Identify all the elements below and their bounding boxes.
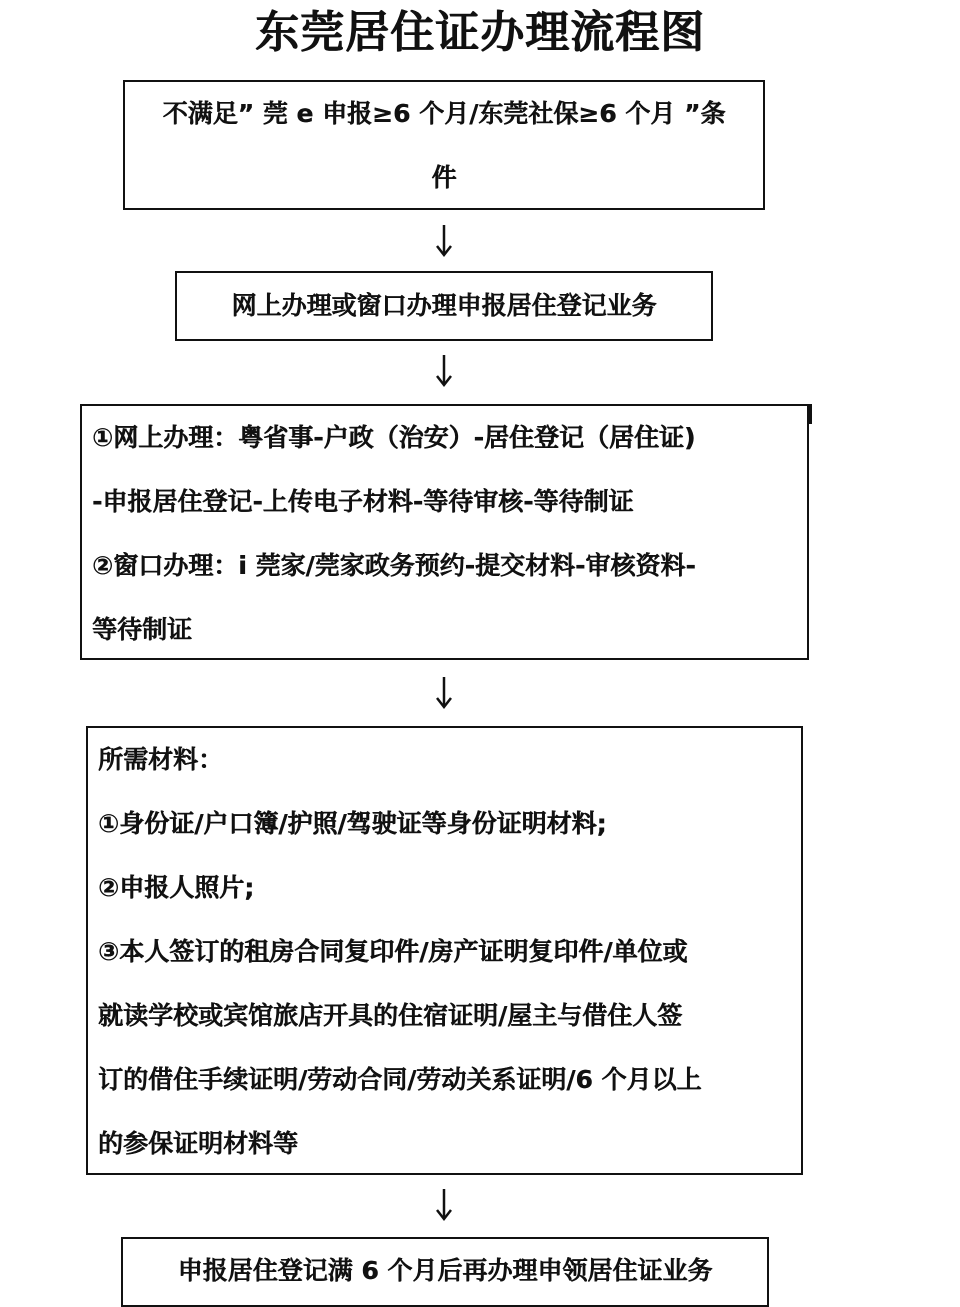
step-text [88,728,801,1176]
down-arrow-icon [434,224,454,258]
down-arrow-icon [434,1188,454,1222]
step-line: ②申报人照片; [98,873,255,902]
step-line: 订的借住手续证明/劳动合同/劳动关系证明/6 个月以上 [98,1065,702,1094]
flow-step-materials [86,726,803,1175]
step-line: 就读学校或宾馆旅店开具的住宿证明/屋主与借住人签 [98,1001,683,1030]
step-line: 不满足” 莞 e 申报≥6 个月/东莞社保≥6 个月 ”条 [162,99,726,128]
flow-step-condition [123,80,765,210]
step-line: ①网上办理：粤省事-户政（治安）-居住登记（居住证) [92,423,696,452]
step-line: 申报居住登记满 6 个月后再办理申领居住证业务 [177,1256,713,1285]
step-line: 网上办理或窗口办理申报居住登记业务 [231,291,657,320]
flow-step-final [121,1237,769,1307]
down-arrow-icon [434,676,454,710]
step-line: ③本人签订的租房合同复印件/房产证明复印件/单位或 [98,937,688,966]
step-text [123,1239,767,1303]
page-title: 东莞居住证办理流程图 [255,7,705,58]
step-line: 的参保证明材料等 [98,1129,299,1158]
step-text [125,82,763,210]
flow-step-apply [175,271,713,341]
step-line: ②窗口办理：i 莞家/莞家政务预约-提交材料-审核资料- [92,551,696,580]
corner-mark [807,404,812,424]
flow-step-methods [80,404,809,660]
step-text [82,406,807,662]
step-line: 件 [431,163,457,192]
step-line: 所需材料： [98,745,224,774]
down-arrow-icon [434,354,454,388]
step-line: ①身份证/户口簿/护照/驾驶证等身份证明材料; [98,809,607,838]
step-line: -申报居住登记-上传电子材料-等待审核-等待制证 [92,487,634,516]
step-line: 等待制证 [92,615,193,644]
step-text [177,273,711,339]
